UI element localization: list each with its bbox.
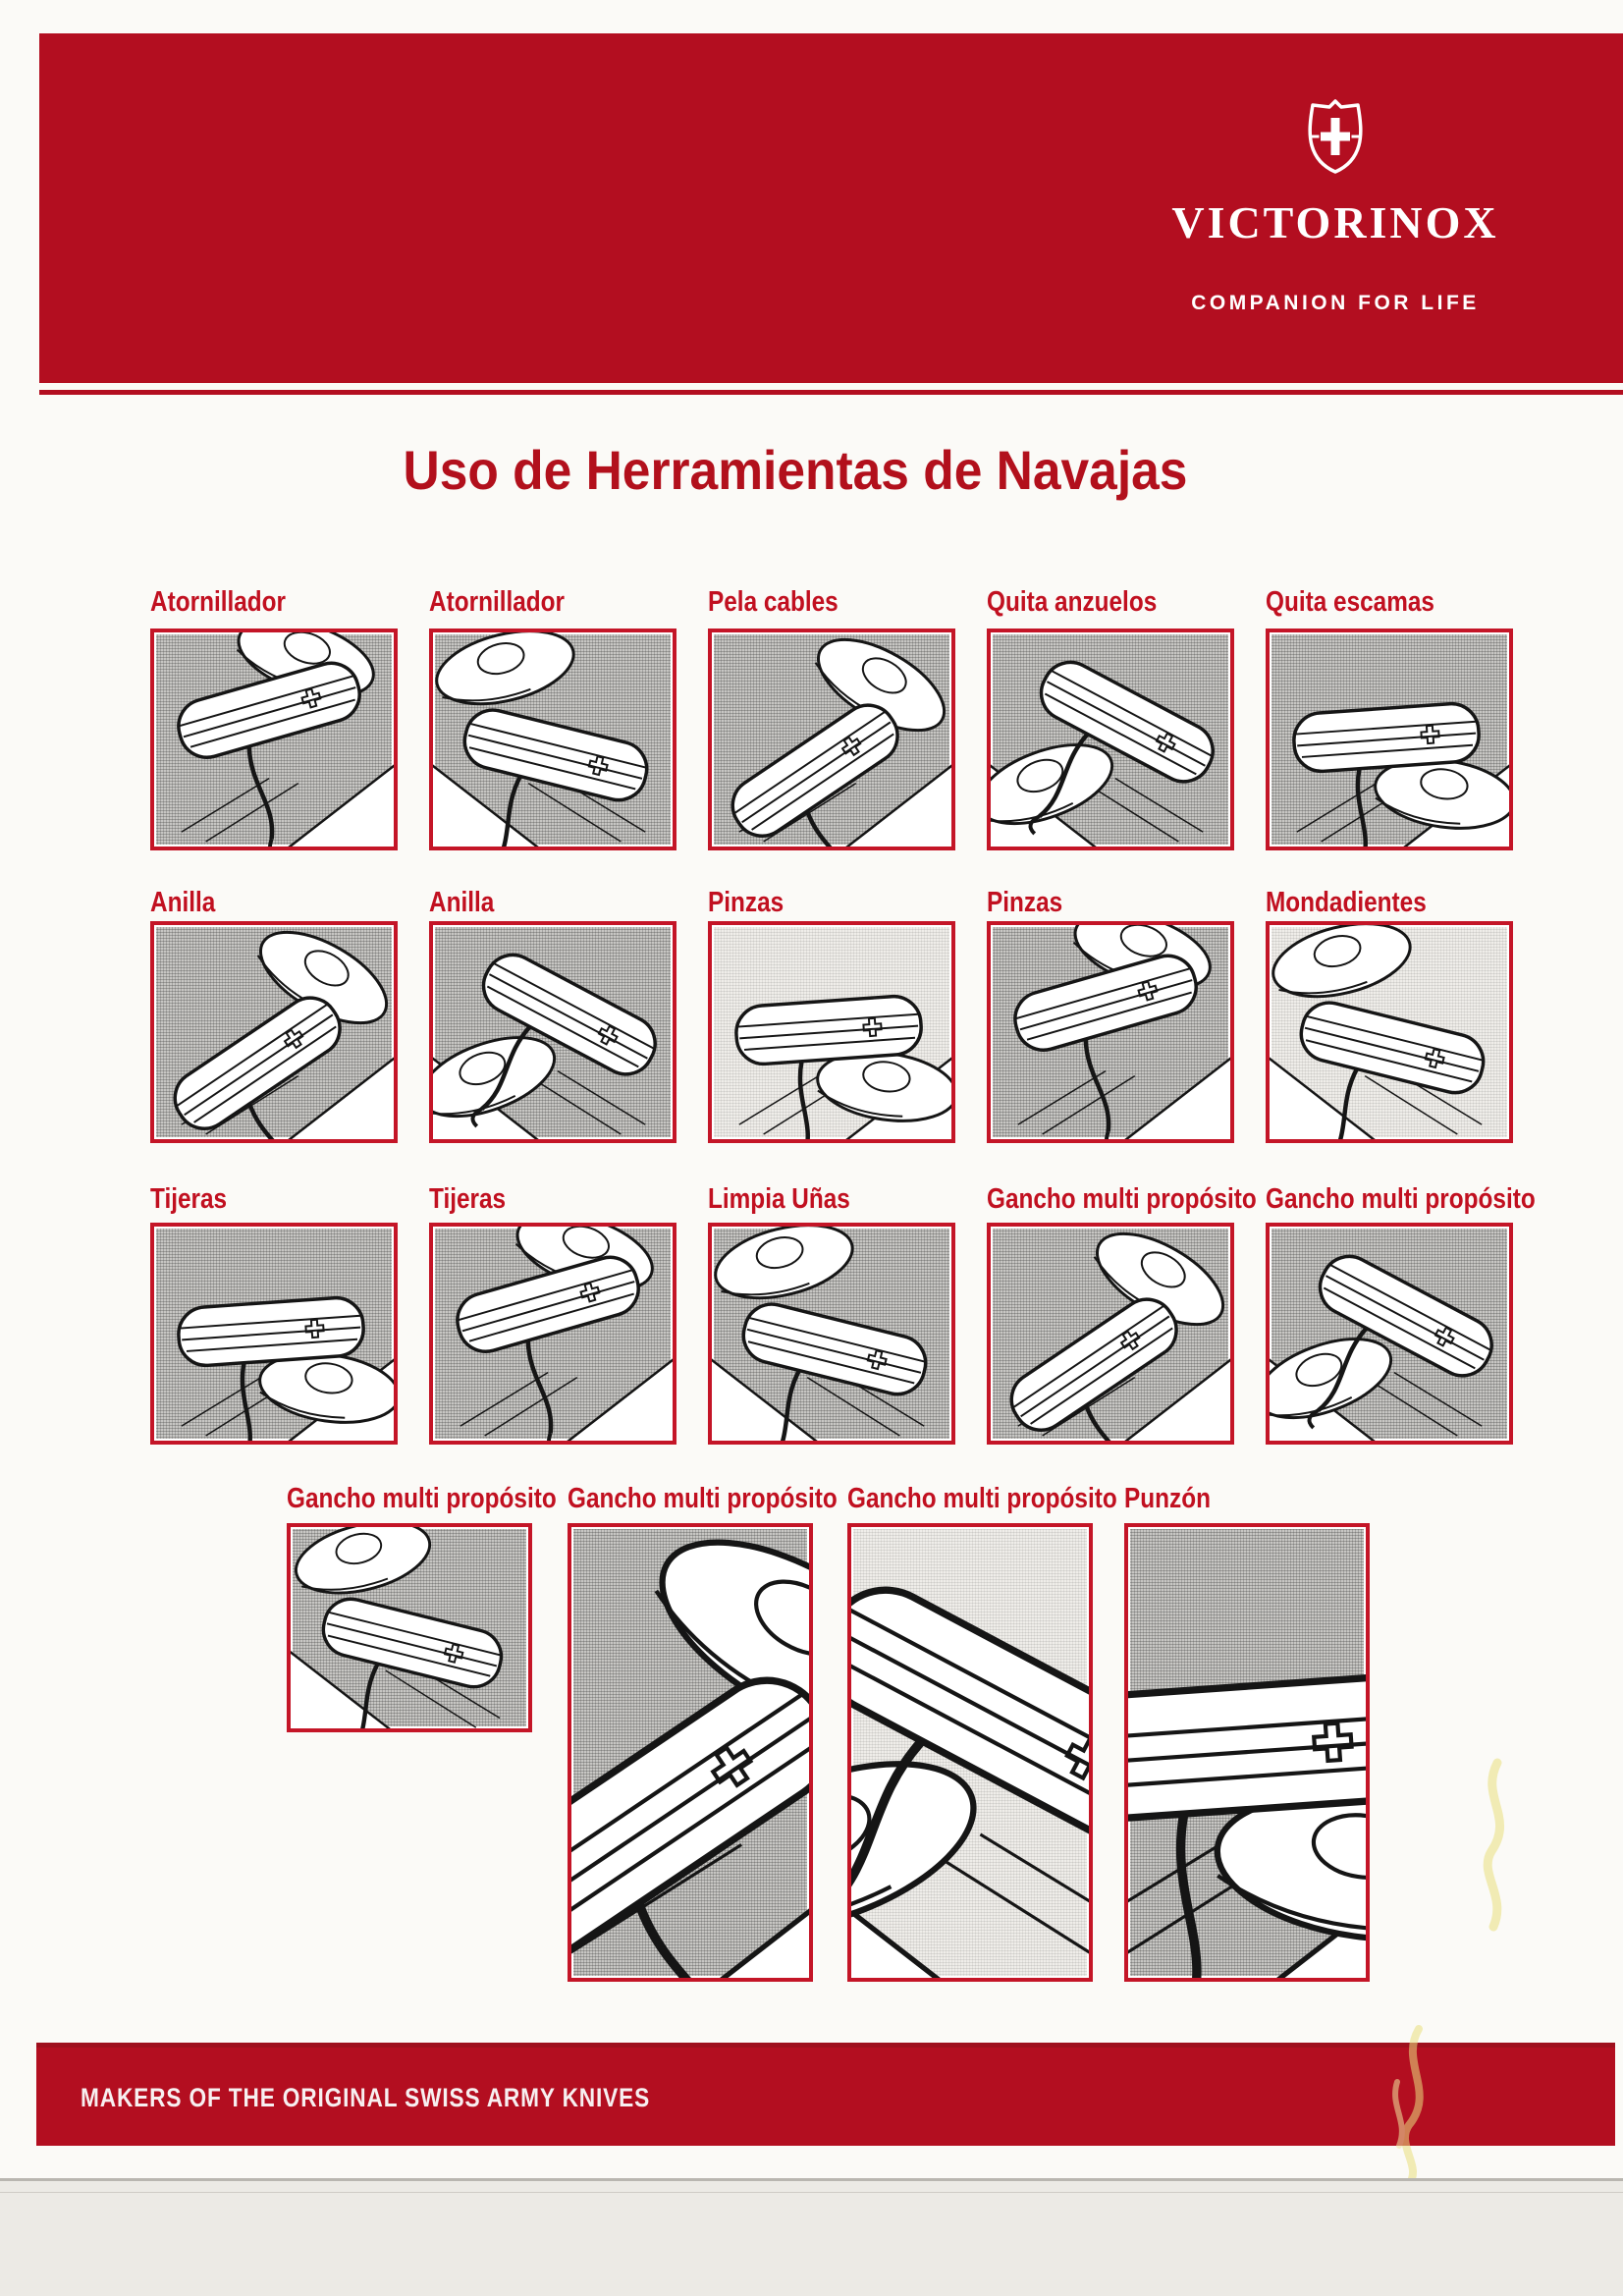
- screwdriver-in-wood-corner-illustration: [433, 632, 673, 847]
- nail-cleaner-illustration: [712, 1227, 951, 1441]
- tool-label: [150, 887, 228, 922]
- hook-disgorger-fish-illustration: [991, 632, 1230, 847]
- tool-label-text: Tijeras: [150, 1183, 228, 1215]
- tool-panel: [1266, 921, 1513, 1143]
- tool-panel: [987, 921, 1234, 1143]
- tweezers-eyebrow-illustration: [712, 925, 951, 1139]
- tool-label-text: Atornillador: [429, 586, 566, 618]
- tool-label: [1266, 887, 1457, 922]
- tool-panel: [150, 921, 398, 1143]
- tool-label: [287, 1483, 608, 1518]
- tool-label: [987, 586, 1189, 622]
- tool-label: [847, 1483, 1168, 1518]
- scissors-cutting-thread-illustration: [154, 1227, 394, 1441]
- page-bottom-edge: [0, 2178, 1623, 2296]
- tool-label-text: Gancho multi propósito: [568, 1483, 838, 1514]
- multipurpose-hook-knife-illustration: [991, 1227, 1230, 1441]
- tool-label: [987, 1183, 1308, 1219]
- brand-tagline: COMPANION FOR LIFE: [1191, 292, 1480, 314]
- tool-panel: [708, 1223, 955, 1445]
- tool-label-text: Mondadientes: [1266, 887, 1427, 918]
- tool-label-text: Gancho multi propósito: [987, 1183, 1257, 1215]
- highlighter-mark: [1380, 2023, 1448, 2190]
- tool-panel: [708, 629, 955, 850]
- tool-panel: [429, 1223, 676, 1445]
- tool-label: [429, 887, 507, 922]
- tool-label-text: Pela cables: [708, 586, 839, 618]
- footer-text: MAKERS OF THE ORIGINAL SWISS ARMY KNIVES: [81, 2083, 651, 2112]
- tool-label-text: Quita escamas: [1266, 586, 1434, 618]
- tool-panel: [847, 1523, 1093, 1982]
- tool-panel: [568, 1523, 813, 1982]
- tool-panel: [1124, 1523, 1370, 1982]
- tool-panel: [987, 629, 1234, 850]
- toothpick-mouth-illustration: [1270, 925, 1509, 1139]
- tool-label: [568, 1483, 889, 1518]
- scissors-cutting-paper-illustration: [433, 1227, 673, 1441]
- tool-label-text: Quita anzuelos: [987, 586, 1158, 618]
- tool-panel: [150, 1223, 398, 1445]
- key-ring-with-cord-illustration: [154, 925, 394, 1139]
- tool-panel: [1266, 629, 1513, 850]
- tool-label-text: Gancho multi propósito: [1266, 1183, 1536, 1215]
- brand-wordmark: VICTORINOX: [1171, 197, 1499, 247]
- tool-label: [429, 586, 590, 622]
- tool-label: [1266, 586, 1467, 622]
- tool-label-text: Tijeras: [429, 1183, 507, 1215]
- tool-label-text: Gancho multi propósito: [287, 1483, 557, 1514]
- fish-scaler-illustration: [1270, 632, 1509, 847]
- tool-panel: [987, 1223, 1234, 1445]
- tool-label: [987, 887, 1077, 922]
- tool-label-text: Limpia Uñas: [708, 1183, 850, 1215]
- tool-panel: [1266, 1223, 1513, 1445]
- tool-label: [708, 586, 863, 622]
- awl-punching-leather-illustration: [1128, 1527, 1366, 1978]
- tool-label: [429, 1183, 520, 1219]
- multipurpose-hook-chain-illustration: [1270, 1227, 1509, 1441]
- tool-label-text: Punzón: [1124, 1483, 1211, 1514]
- tool-label: [1266, 1183, 1587, 1219]
- tool-label-text: Atornillador: [150, 586, 287, 618]
- multipurpose-hook-carrying-illustration: [291, 1527, 528, 1728]
- tool-label: [1124, 1483, 1227, 1518]
- page-title: Uso de Herramientas de Navajas: [403, 439, 1188, 501]
- tool-panel: [429, 629, 676, 850]
- tool-label-text: Pinzas: [987, 887, 1063, 918]
- footer-band: [36, 2043, 1615, 2146]
- multipurpose-hook-parcel-string-illustration: [851, 1527, 1089, 1978]
- screwdriver-on-terminal-block-illustration: [154, 632, 394, 847]
- tool-panel: [150, 629, 398, 850]
- highlighter-mark: [1468, 1758, 1527, 1935]
- tweezers-rose-stem-illustration: [991, 925, 1230, 1139]
- tool-panel: [429, 921, 676, 1143]
- tool-label: [708, 1183, 877, 1219]
- tool-label: [150, 1183, 242, 1219]
- wire-stripper-cables-illustration: [712, 632, 951, 847]
- tool-label-text: Anilla: [150, 887, 216, 918]
- tool-label-text: Pinzas: [708, 887, 784, 918]
- tool-label-text: Anilla: [429, 887, 495, 918]
- tool-panel: [708, 921, 955, 1143]
- multipurpose-hook-boot-lace-illustration: [571, 1527, 809, 1978]
- tool-panel: [287, 1523, 532, 1732]
- tool-label: [708, 887, 798, 922]
- tool-label-text: Gancho multi propósito: [847, 1483, 1117, 1514]
- key-ring-with-chain-illustration: [433, 925, 673, 1139]
- tool-label: [150, 586, 311, 622]
